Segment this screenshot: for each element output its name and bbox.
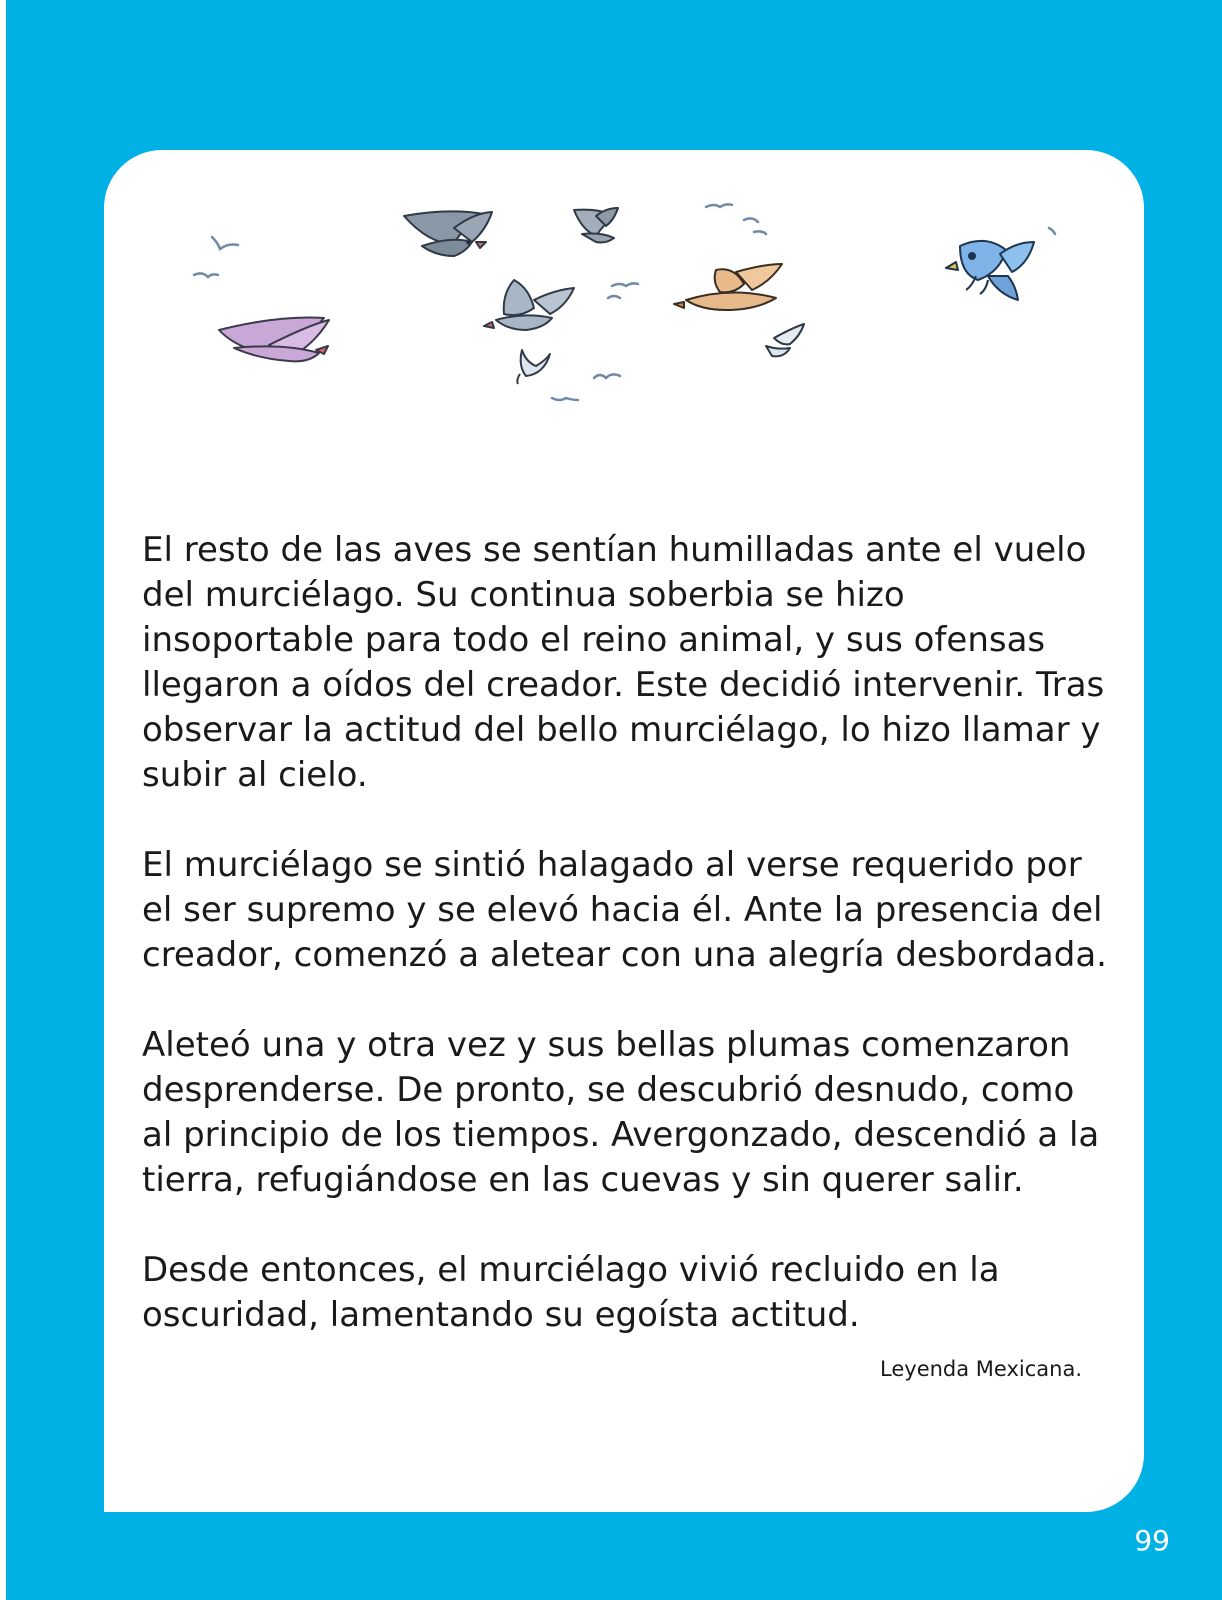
distant-birds <box>194 204 1055 400</box>
bird-white-small <box>517 350 550 384</box>
story-paragraph-3: Aleteó una y otra vez y sus bellas plumas comenzaron desprenderse. De pronto, se descubrió desnudo, como al principio de los tiempos. Avergonzado, descendió a la tierra, refugiándose en las cuevas y sin querer salir. <box>142 1025 1100 1200</box>
bird-blue <box>946 241 1034 300</box>
bird-grey-small <box>574 208 618 243</box>
story-paragraph-4: Desde entonces, el murciélago vivió recluido en la oscuridad, lamentando su egoísta actitud. <box>142 1250 1000 1335</box>
bird-grey-large <box>404 211 492 256</box>
bird-white-right <box>766 324 804 356</box>
story-text <box>142 528 1112 1383</box>
birds-illustration <box>104 150 1144 450</box>
page-left-edge <box>0 0 6 1600</box>
story-paragraph-2: El murciélago se sintió halagado al verse requerido por el ser supremo y se elevó hacia él. Ante la presencia del creador, comenzó a aletear con una alegría desbordada. <box>142 845 1107 975</box>
bird-orange <box>674 264 782 310</box>
bird-lilac <box>219 318 329 362</box>
bird-grey-blue <box>484 280 574 330</box>
page-number: 99 <box>1134 1524 1170 1557</box>
story-paragraph-1: El resto de las aves se sentían humilladas ante el vuelo del murciélago. Su continua soberbia se hizo insoportable para todo el reino animal, y sus ofensas llegaron a oídos del creador. Este decidió intervenir. Tras observar la actitud del bello murciélago, lo hizo llamar y subir al cielo. <box>142 530 1105 795</box>
story-source: Leyenda Mexicana. <box>880 1357 1082 1381</box>
story-card <box>104 150 1144 1512</box>
